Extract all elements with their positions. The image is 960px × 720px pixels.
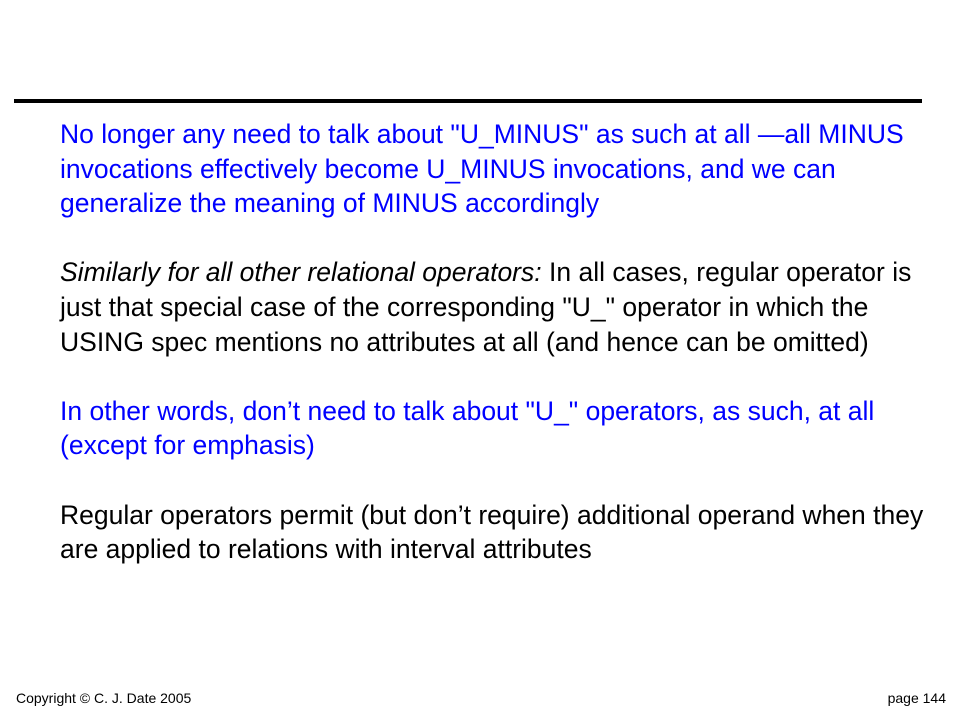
- paragraph-other-operators: Similarly for all other relational operators: In all cases, regular operator is just that special case of the corresponding "U_" operator in which the USING spec mentions no attributes at all (and hence can be omitted): [60, 257, 912, 357]
- paragraph-u-minus: No longer any need to talk about "U_MINUS" as such at all —all MINUS invocations effectively become U_MINUS invocations, and we can generalize the meaning of MINUS accordingly: [60, 119, 904, 219]
- page-number: page 144: [887, 690, 946, 706]
- slide-body: [60, 117, 930, 601]
- copyright-notice: Copyright © C. J. Date 2005: [16, 690, 192, 706]
- paragraph-in-other-words: In other words, don’t need to talk about "U_" operators, as such, at all (except for emphasis): [60, 395, 875, 461]
- header-rule: [14, 99, 922, 103]
- italic-lead: Similarly for all other relational operators:: [60, 257, 542, 288]
- paragraph-regular-operators: Regular operators permit (but don’t require) additional operand when they are applied to relations with interval attributes: [60, 499, 924, 565]
